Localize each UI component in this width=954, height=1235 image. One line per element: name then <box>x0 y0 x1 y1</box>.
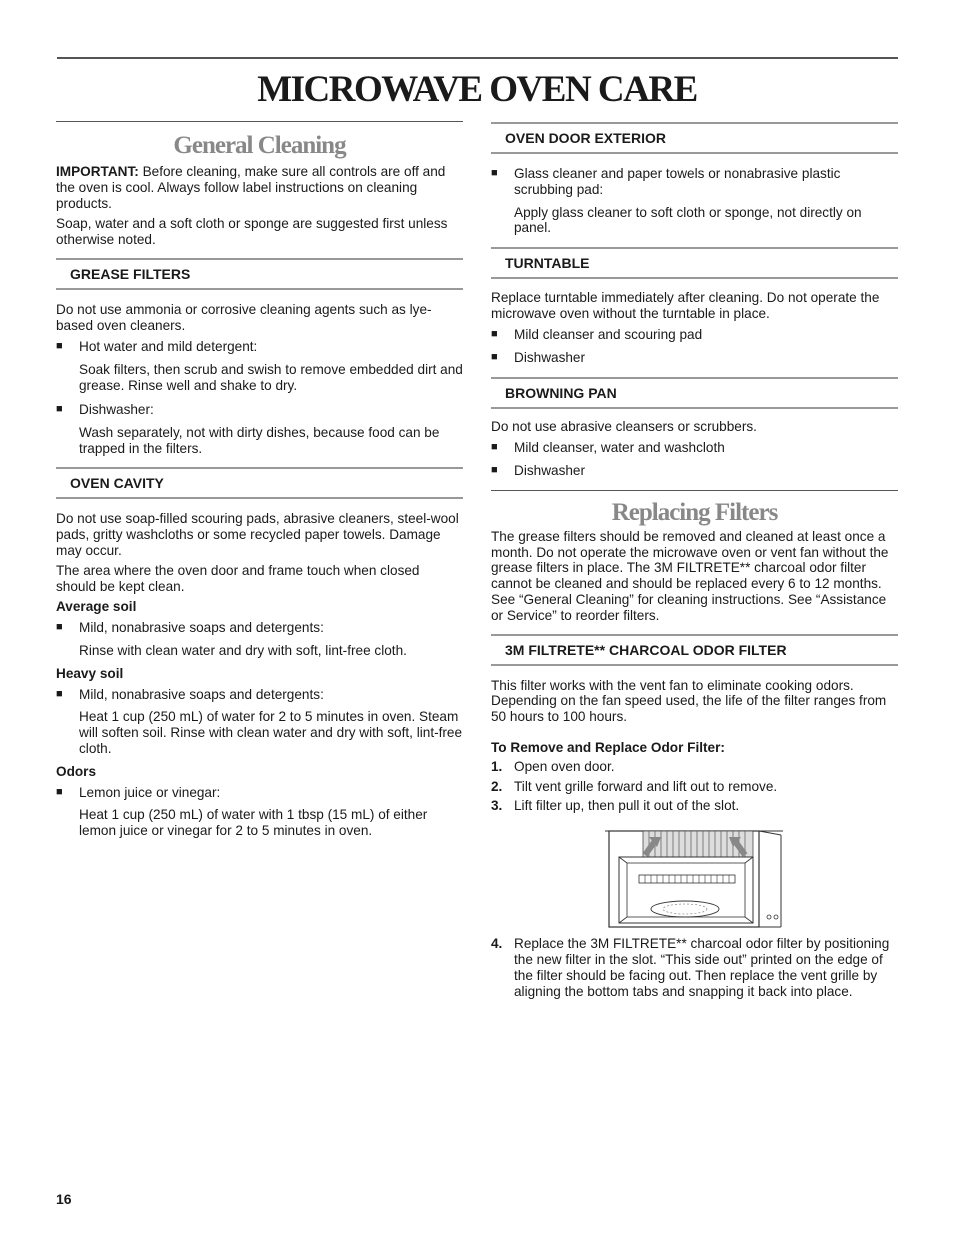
grease-bullet-dishwasher: ■ Dishwasher: <box>56 402 463 418</box>
turntable-heading: TURNTABLE <box>491 247 898 279</box>
right-column <box>491 122 898 999</box>
step-2 <box>491 779 898 795</box>
browning-intro: Do not use abrasive cleansers or scrubbers. <box>491 419 757 435</box>
section-divider <box>56 121 463 122</box>
cavity-area-text: The area where the oven door and frame touch when closed should be kept clean. <box>56 562 420 594</box>
cavity-intro: Do not use soap-filled scouring pads, abrasive cleaners, steel-wool pads, gritty washcloths or some recycled paper towels. Damage may occur. <box>56 511 459 558</box>
oven-filter-illustration <box>605 825 785 929</box>
average-soil-detail: Rinse with clean water and dry with soft, lint-free cloth. <box>79 642 407 658</box>
heavy-soil-label: Heavy soil <box>56 665 124 681</box>
odors-detail: Heat 1 cup (250 mL) of water with 1 tbsp (15 mL) of either lemon juice or vinegar for 2 to 5 minutes in oven. <box>79 807 428 839</box>
soap-paragraph: Soap, water and a soft cloth or sponge are suggested first unless otherwise noted. <box>56 216 448 248</box>
grease-bullet-hot-water: ■ Hot water and mild detergent: <box>56 339 463 355</box>
grease-hot-water-detail: Soak filters, then scrub and swish to remove embedded dirt and grease. Rinse well and shake to dry. <box>79 362 463 394</box>
browning-bullet-cleanser: ■ Mild cleanser, water and washcloth <box>491 440 898 456</box>
important-text: Before cleaning, make sure all controls are off and the oven is cool. Always follow label instructions on cleaning products. <box>56 164 446 211</box>
replacing-filters-heading: Replacing Filters <box>611 498 778 526</box>
charcoal-filter-intro: This filter works with the vent fan to eliminate cooking odors. Depending on the fan speed used, the life of the filter ranges from 50 hours to 100 hours. <box>491 677 887 725</box>
replacing-filters-intro: The grease filters should be removed and cleaned at least once a month. Do not operate the microwave oven or vent fan without the grease filters in place. The 3M FILTRETE** charcoal odor filter cannot be cleaned and should be replaced every 6 to 12 months. See “General Cleaning” for cleaning instructions. See “Assistance or Service” to reorder filters. <box>491 528 889 623</box>
step-text: Lift filter up, then pull it out of the slot. <box>514 798 740 814</box>
door-exterior-bullet: ■ Glass cleaner and paper towels or nonabrasive plastic scrubbing pad: <box>491 166 898 198</box>
turntable-bullet-dishwasher: ■ Dishwasher <box>491 350 898 366</box>
important-label: IMPORTANT: <box>56 164 139 179</box>
turntable-bullet-cleanser: ■ Mild cleanser and scouring pad <box>491 327 898 343</box>
grease-dishwasher-detail: Wash separately, not with dirty dishes, because food can be trapped in the filters. <box>79 424 440 456</box>
step-text: Replace the 3M FILTRETE** charcoal odor filter by positioning the new filter in the slot. “This side out” printed on the edge of the filter should be facing out. Then replace the vent grille by aligning the bottom tabs and snapping it back into place. <box>514 936 890 999</box>
step-text: Open oven door. <box>514 758 615 774</box>
top-rule <box>57 57 898 59</box>
average-soil-label: Average soil <box>56 599 137 615</box>
grease-intro: Do not use ammonia or corrosive cleaning agents such as lye-based oven cleaners. <box>56 301 432 333</box>
heavy-soil-detail: Heat 1 cup (250 mL) of water for 2 to 5 minutes in oven. Steam will soften soil. Rinse with clean water and dry with soft, lint-free cloth. <box>79 709 463 756</box>
oven-cavity-heading: OVEN CAVITY <box>56 467 463 499</box>
section-divider <box>491 490 898 491</box>
odors-label: Odors <box>56 763 97 779</box>
odors-bullet: ■ Lemon juice or vinegar: <box>56 785 463 801</box>
step-number: 2. <box>491 778 503 794</box>
steps-label: To Remove and Replace Odor Filter: <box>491 739 725 755</box>
step-3 <box>491 798 898 814</box>
grease-filters-heading: GREASE FILTERS <box>56 258 463 290</box>
door-exterior-detail: Apply glass cleaner to soft cloth or sponge, not directly on panel. <box>514 204 862 236</box>
step-number: 4. <box>491 936 503 952</box>
step-number: 3. <box>491 798 503 814</box>
step-1 <box>491 759 898 775</box>
average-soil-bullet: ■ Mild, nonabrasive soaps and detergents: <box>56 620 463 636</box>
step-number: 1. <box>491 758 503 774</box>
browning-pan-heading: BROWNING PAN <box>491 377 898 409</box>
step-4 <box>491 936 898 999</box>
door-exterior-heading: OVEN DOOR EXTERIOR <box>491 122 898 154</box>
charcoal-filter-heading: 3M FILTRETE** CHARCOAL ODOR FILTER <box>491 634 898 666</box>
page-number: 16 <box>56 1191 72 1207</box>
left-column <box>56 121 463 839</box>
browning-bullet-dishwasher: ■ Dishwasher <box>491 463 898 479</box>
heavy-soil-bullet: ■ Mild, nonabrasive soaps and detergents: <box>56 687 463 703</box>
important-paragraph <box>56 164 463 211</box>
step-text: Tilt vent grille forward and lift out to remove. <box>514 778 778 794</box>
page-title: MICROWAVE OVEN CARE <box>257 69 697 110</box>
general-cleaning-heading: General Cleaning <box>173 132 346 159</box>
turntable-intro: Replace turntable immediately after cleaning. Do not operate the microwave oven without the turntable in place. <box>491 290 880 321</box>
